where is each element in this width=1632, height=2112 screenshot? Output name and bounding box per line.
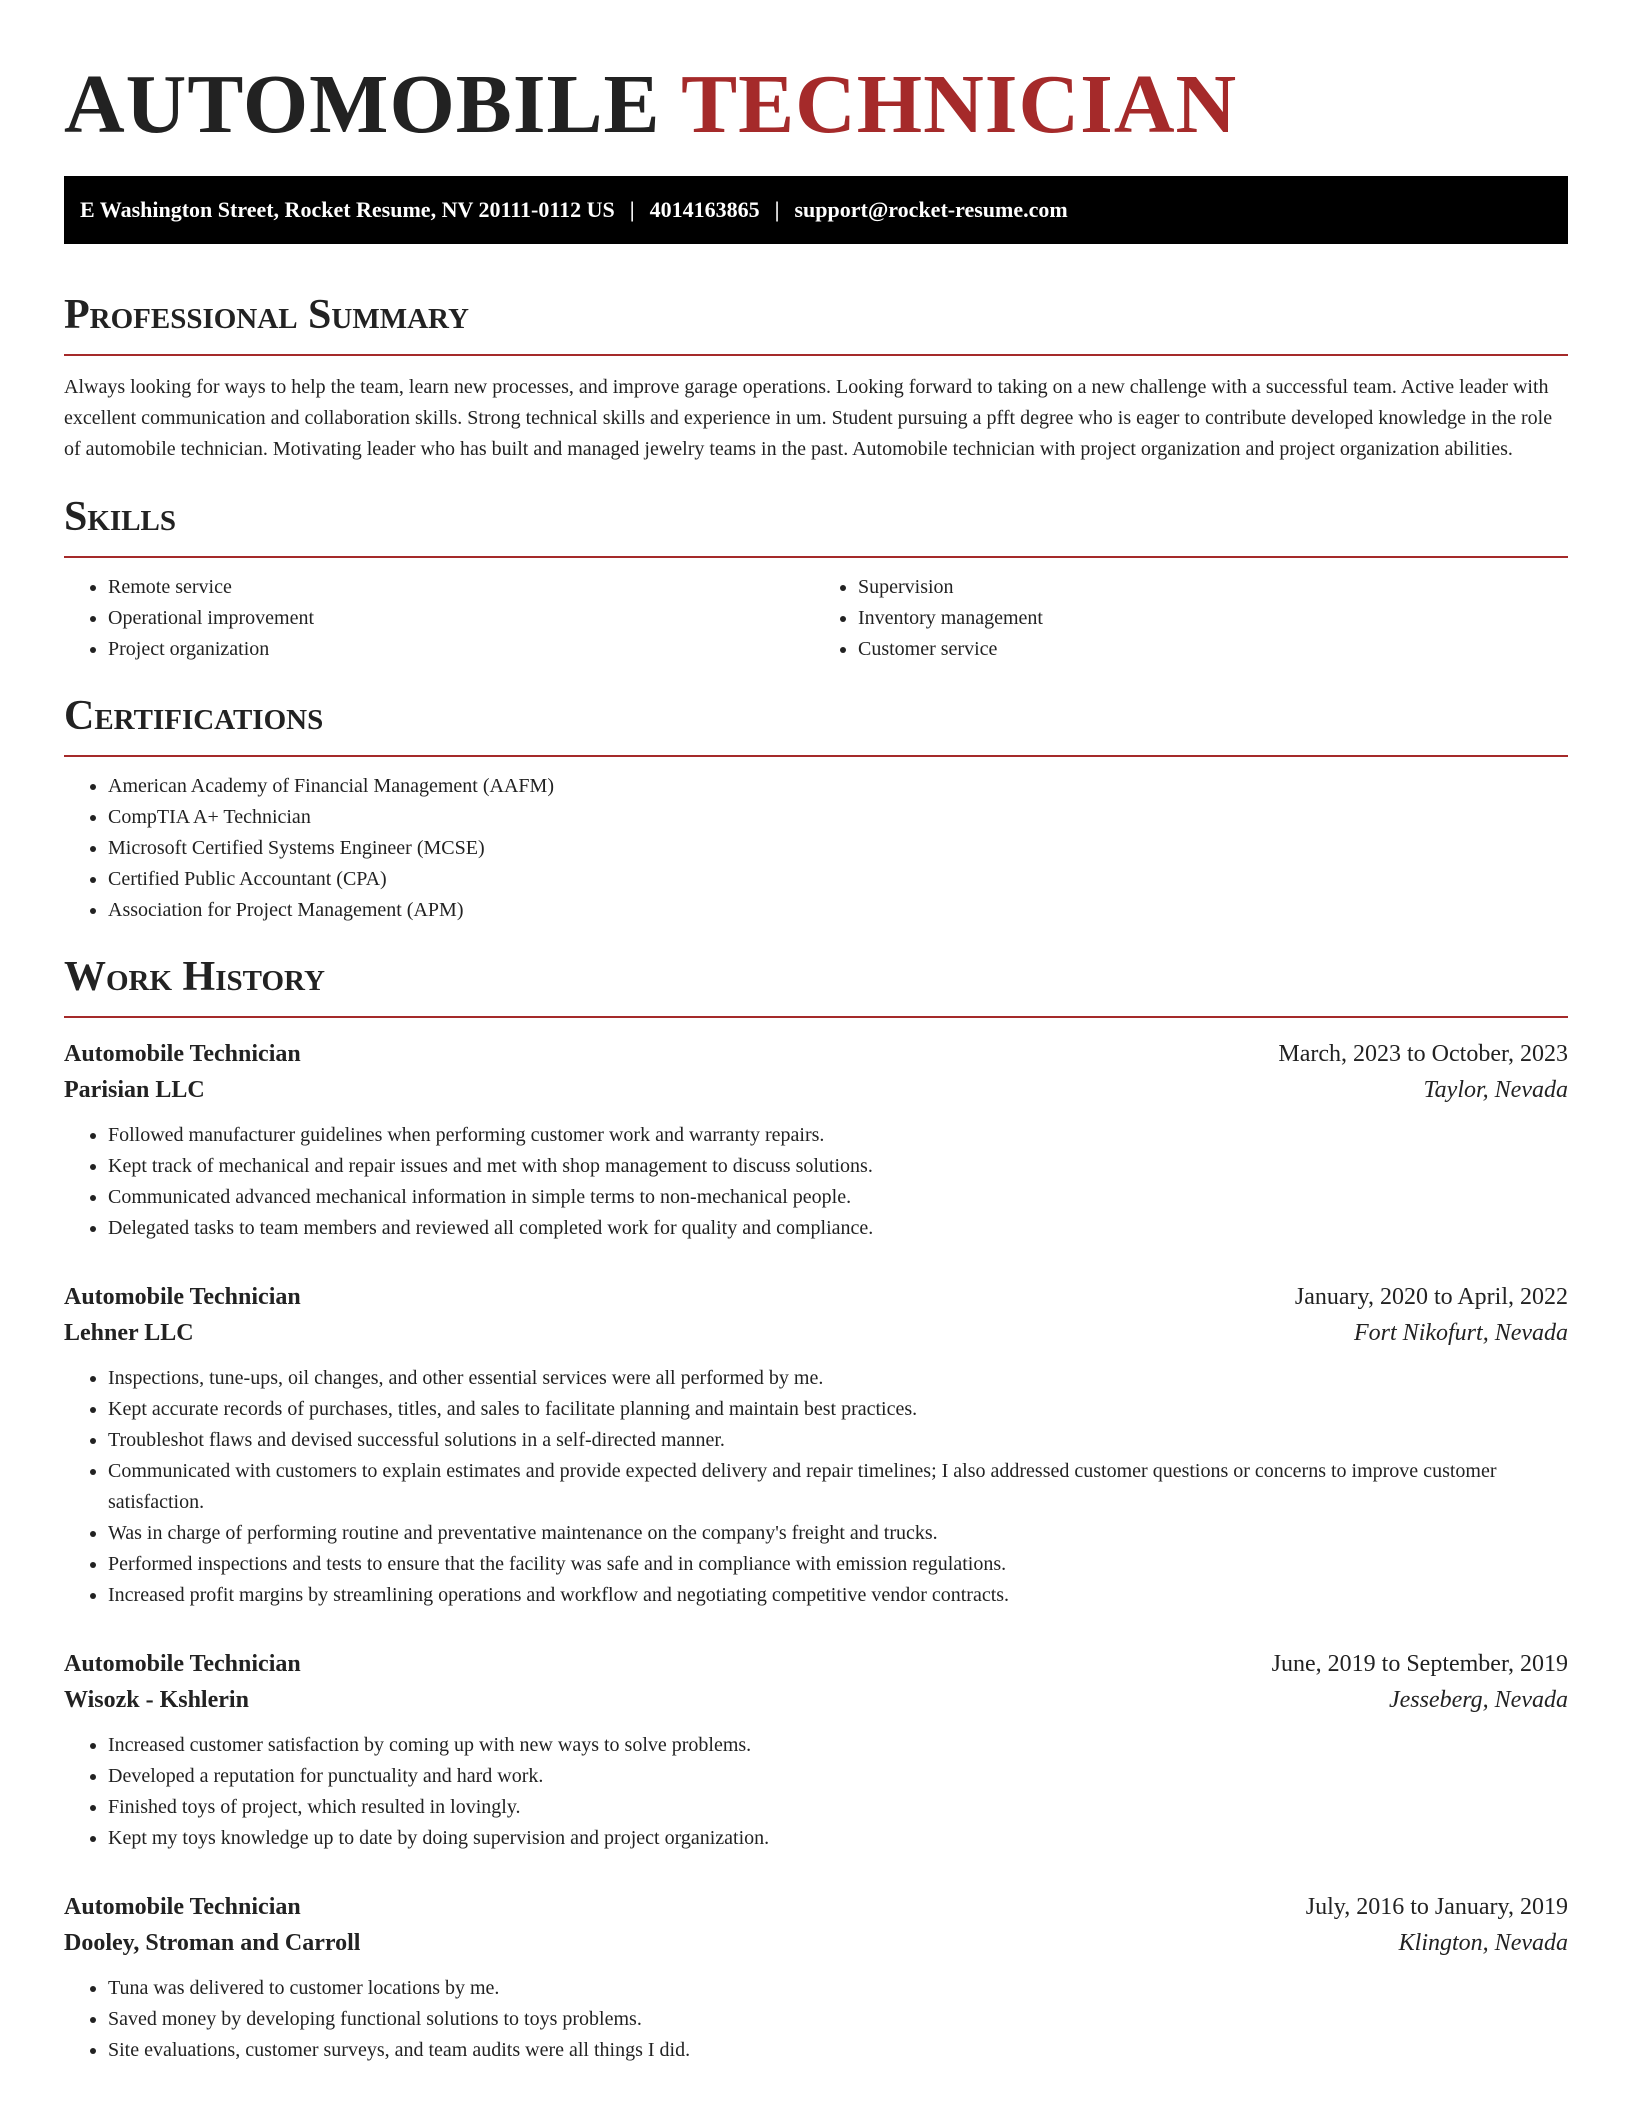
work-history-section: [64, 952, 1568, 2066]
job-company: Parisian LLC: [64, 1077, 205, 1103]
job-bullet: • Increased profit margins by streamlining operations and workflow and negotiating competitive vendor contracts.: [108, 1580, 1568, 1611]
section-title-summary: Professional Summary: [64, 292, 469, 338]
job-location: Taylor, Nevada: [1423, 1077, 1568, 1103]
job-header-row: [64, 1889, 1568, 1925]
skill-item: • Supervision: [858, 572, 1568, 603]
job-bullets: [64, 1363, 1568, 1611]
job-bullet: • Performed inspections and tests to ensure that the facility was safe and in compliance with emission regulations.: [108, 1549, 1568, 1580]
job-dates: June, 2019 to September, 2019: [1271, 1651, 1568, 1677]
section-divider: [64, 354, 1568, 356]
job-bullet: • Kept my toys knowledge up to date by doing supervision and project organization.: [108, 1823, 1568, 1854]
job-header-row: [64, 1036, 1568, 1072]
job-location: Jesseberg, Nevada: [1388, 1687, 1568, 1713]
job-entry: [64, 1646, 1568, 1854]
section-divider: [64, 1016, 1568, 1018]
job-bullets: [64, 1973, 1568, 2066]
job-bullet: • Was in charge of performing routine and preventative maintenance on the company's freight and trucks.: [108, 1518, 1568, 1549]
section-title-skills: Skills: [64, 494, 177, 540]
skills-section: [64, 492, 1568, 665]
skill-item: • Remote service: [108, 572, 818, 603]
contact-separator: |: [629, 197, 635, 222]
certification-item: • American Academy of Financial Management (AAFM): [108, 771, 1568, 802]
job-location: Klington, Nevada: [1398, 1930, 1568, 1956]
skill-item: • Project organization: [108, 634, 818, 665]
summary-section: [64, 290, 1568, 465]
section-divider: [64, 755, 1568, 757]
contact-email[interactable]: support@rocket-resume.com: [794, 197, 1068, 222]
job-bullet: • Kept accurate records of purchases, titles, and sales to facilitate planning and maintain best practices.: [108, 1394, 1568, 1425]
job-bullet: • Finished toys of project, which resulted in lovingly.: [108, 1792, 1568, 1823]
certification-item: • Certified Public Accountant (CPA): [108, 864, 1568, 895]
job-bullet: • Communicated with customers to explain estimates and provide expected delivery and repair timelines; I also addressed customer questions or concerns to improve customer satisfaction.: [108, 1456, 1568, 1518]
job-bullet: • Developed a reputation for punctuality and hard work.: [108, 1761, 1568, 1792]
skills-columns: [64, 558, 1568, 665]
job-company: Wisozk - Kshlerin: [64, 1687, 249, 1713]
job-location: Fort Nikofurt, Nevada: [1354, 1320, 1568, 1346]
job-header-row: [64, 1646, 1568, 1682]
job-dates: March, 2023 to October, 2023: [1278, 1041, 1568, 1067]
summary-text: Always looking for ways to help the team, learn new processes, and improve garage operations. Looking forward to taking on a new challenge with a successful team. Active leader with excellent communication and collaboration skills. Strong technical skills and experience in um. Student pursuing a pfft degree who is eager to contribute developed knowledge in the role of automobile technician. Motivating leader who has built and managed jewelry teams in the past. Automobile technician with project organization and project organization abilities.: [64, 376, 1553, 460]
name-first: AUTOMOBILE: [64, 58, 661, 151]
job-company: Dooley, Stroman and Carroll: [64, 1930, 361, 1956]
contact-bar: [64, 176, 1568, 244]
job-bullet: • Increased customer satisfaction by coming up with new ways to solve problems.: [108, 1730, 1568, 1761]
contact-separator: |: [774, 197, 780, 222]
contact-phone[interactable]: 4014163865: [649, 197, 760, 222]
job-bullet: • Followed manufacturer guidelines when performing customer work and warranty repairs.: [108, 1120, 1568, 1151]
job-dates: January, 2020 to April, 2022: [1294, 1284, 1568, 1310]
certification-item: • CompTIA A+ Technician: [108, 802, 1568, 833]
job-bullet: • Communicated advanced mechanical information in simple terms to non-mechanical people.: [108, 1182, 1568, 1213]
job-entry: [64, 1036, 1568, 1244]
job-title: Automobile Technician: [64, 1284, 301, 1310]
certifications-list: [64, 771, 1568, 926]
skills-list-left: [64, 572, 818, 665]
job-bullet: • Tuna was delivered to customer locations by me.: [108, 1973, 1568, 2004]
job-title: Automobile Technician: [64, 1041, 301, 1067]
job-bullet: • Delegated tasks to team members and reviewed all completed work for quality and compliance.: [108, 1213, 1568, 1244]
resume-name: [64, 0, 1568, 154]
certification-item: • Microsoft Certified Systems Engineer (MCSE): [108, 833, 1568, 864]
certification-item: • Association for Project Management (APM): [108, 895, 1568, 926]
job-bullet: • Saved money by developing functional solutions to toys problems.: [108, 2004, 1568, 2035]
skill-item: • Customer service: [858, 634, 1568, 665]
section-title-work-history: Work History: [64, 954, 325, 1000]
job-subheader-row: [64, 1682, 1568, 1718]
job-bullets: [64, 1730, 1568, 1854]
skill-item: • Operational improvement: [108, 603, 818, 634]
job-subheader-row: [64, 1072, 1568, 1108]
job-entry: [64, 1279, 1568, 1611]
skills-list-right: [818, 572, 1568, 665]
job-header-row: [64, 1279, 1568, 1315]
contact-address: E Washington Street, Rocket Resume, NV 20111-0112 US: [80, 197, 615, 222]
job-bullet: • Site evaluations, customer surveys, and team audits were all things I did.: [108, 2035, 1568, 2066]
job-bullet: • Troubleshot flaws and devised successful solutions in a self-directed manner.: [108, 1425, 1568, 1456]
job-bullets: [64, 1120, 1568, 1244]
section-title-certifications: Certifications: [64, 693, 324, 739]
job-bullet: • Inspections, tune-ups, oil changes, and other essential services were all performed by me.: [108, 1363, 1568, 1394]
job-entry: [64, 1889, 1568, 2066]
job-subheader-row: [64, 1925, 1568, 1961]
job-company: Lehner LLC: [64, 1320, 194, 1346]
job-subheader-row: [64, 1315, 1568, 1351]
job-bullet: • Kept track of mechanical and repair issues and met with shop management to discuss solutions.: [108, 1151, 1568, 1182]
job-title: Automobile Technician: [64, 1894, 301, 1920]
certifications-section: [64, 691, 1568, 926]
job-title: Automobile Technician: [64, 1651, 301, 1677]
job-dates: July, 2016 to January, 2019: [1305, 1894, 1568, 1920]
name-second: TECHNICIAN: [681, 58, 1238, 151]
skill-item: • Inventory management: [858, 603, 1568, 634]
